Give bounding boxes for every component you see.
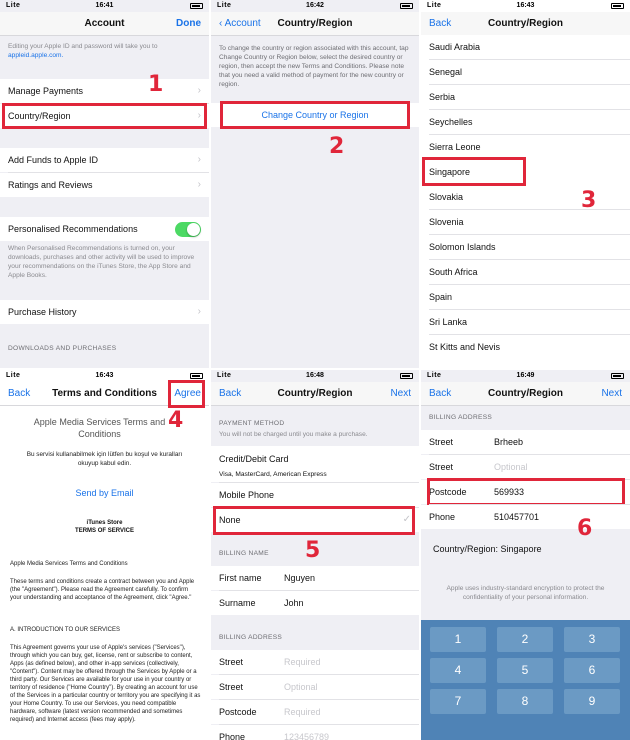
list-item[interactable]: Slovakia: [421, 185, 630, 209]
mobile-phone-option[interactable]: Mobile Phone: [211, 483, 419, 507]
key-8[interactable]: 8: [497, 689, 553, 714]
street-field[interactable]: Street Required: [211, 650, 419, 674]
terms-heading: Apple Media Services Terms and Conditions: [33, 417, 166, 439]
highlight-box: [213, 506, 415, 535]
page-title: Account: [84, 18, 125, 29]
chevron-right-icon: ›: [197, 154, 201, 165]
manage-payments-row[interactable]: Manage Payments ›: [0, 79, 209, 103]
none-option[interactable]: None ✓: [211, 508, 419, 532]
phone-field[interactable]: Phone 123456789: [211, 725, 419, 740]
back-button[interactable]: Back: [219, 388, 242, 399]
step-number: 2: [329, 134, 345, 159]
nav-bar: [421, 382, 630, 406]
key-5[interactable]: 5: [497, 658, 553, 683]
battery-icon: [400, 3, 413, 9]
step-number: 6: [577, 516, 593, 541]
credit-card-option[interactable]: Credit/Debit Card Visa, MasterCard, American Express: [211, 446, 419, 482]
panel-account: Lite 16:41 Account Done Editing your Apple ID and password will take you to appleid.apple.com. Manage Payments › Country/Region › 1 Add Funds to Apple ID › Ratings and Reviews › Personalised Recommendations When Personalised Recommendations is turned on, your downloads, purchases and other activity will be used to improve your recommendations on the iTunes Store, the App Store and Apple Books. Purchase History › DOWNLOADS AND PURCHASES: [0, 0, 209, 368]
list-item[interactable]: Sierra Leone: [421, 135, 630, 159]
chevron-right-icon: ›: [197, 85, 201, 96]
list-item[interactable]: Serbia: [421, 85, 630, 109]
page-title: Country/Region: [488, 388, 563, 399]
list-item[interactable]: South Africa: [421, 260, 630, 284]
highlight-box: [168, 380, 205, 408]
change-country-button[interactable]: Change Country or Region: [211, 103, 419, 127]
battery-icon: [400, 373, 413, 379]
highlight-box: [422, 157, 526, 186]
list-item[interactable]: Saudi Arabia: [421, 35, 630, 59]
back-button[interactable]: Back: [429, 388, 452, 399]
nav-bar: [211, 382, 419, 406]
personalised-row: Personalised Recommendations: [0, 217, 209, 241]
chevron-right-icon: ›: [197, 110, 201, 121]
status-bar: Lite 16:43: [421, 0, 630, 12]
first-name-field[interactable]: First name Nguyen: [211, 566, 419, 590]
panel-country-list: [421, 0, 630, 368]
key-9[interactable]: 9: [564, 689, 620, 714]
panel-terms: Lite 16:43 Back Terms and Conditions Agree 4 Apple Media Services Terms and Conditions Bu servisi kullanabilmek için lütfen bu koşul ve kuralları okuyup kabul edin. Send by Email iTunes Store TERMS OF SERVICE Apple Media Services Terms and Conditions These terms and conditions create a contract between you and Apple (the "Agreement"). Please read the Agreement carefully. To confirm your understanding and acceptance of the Agreement, click "Agree." A. INTRODUCTION TO OUR SERVICES This Agreement governs your use of Apple's services ("Services"), through which you can buy, get, license, rent or subscribe to content, Apps (as defined below), and other in-app services (collectively, "Content"). Content may be offered through the Services by Apple or a third party. Our Services are available for your use in your country or territory of residence ("Home Country"). By creating an account for use of the Services in a particular country or territory you are specifying it as your Home Country. To use our Services, you need compatible hardware, software (latest version recommended and sometimes required) and Internet access (fees may apply).: [0, 370, 209, 740]
nav-bar: [0, 12, 209, 36]
done-button[interactable]: Done: [176, 18, 201, 29]
key-6[interactable]: 6: [564, 658, 620, 683]
list-item[interactable]: Slovenia: [421, 210, 630, 234]
street-field[interactable]: Street Brheeb: [421, 430, 630, 454]
highlight-box: [220, 101, 410, 129]
key-4[interactable]: 4: [430, 658, 486, 683]
battery-icon: [190, 3, 203, 9]
highlight-box: [2, 103, 207, 129]
battery-icon: [611, 373, 624, 379]
purchase-history-row[interactable]: Purchase History ›: [0, 300, 209, 324]
send-email-button[interactable]: Send by Email: [75, 488, 134, 498]
checkmark-icon: ✓: [402, 514, 411, 525]
page-title: Terms and Conditions: [52, 388, 157, 399]
postcode-field[interactable]: Postcode Required: [211, 700, 419, 724]
status-bar: Lite 16:43: [0, 370, 209, 382]
page-title: Country/Region: [277, 388, 353, 399]
surname-field[interactable]: Surname John: [211, 591, 419, 615]
agree-button[interactable]: Agree: [174, 388, 201, 399]
nav-bar: [421, 12, 630, 36]
status-bar: Lite 16:42: [211, 0, 419, 12]
next-button[interactable]: Next: [390, 388, 411, 399]
list-item[interactable]: Seychelles: [421, 110, 630, 134]
list-item[interactable]: Sri Lanka: [421, 310, 630, 334]
key-3[interactable]: 3: [564, 627, 620, 652]
chevron-right-icon: ›: [197, 306, 201, 317]
highlight-box: [427, 478, 625, 506]
list-item[interactable]: Senegal: [421, 60, 630, 84]
step-number: 3: [581, 188, 597, 213]
ratings-row[interactable]: Ratings and Reviews ›: [0, 173, 209, 197]
nav-bar: [211, 12, 419, 36]
step-number: 1: [148, 72, 164, 97]
list-item[interactable]: St Kitts and Nevis: [421, 335, 630, 359]
appleid-link[interactable]: appleid.apple.com.: [8, 52, 64, 59]
phone-field[interactable]: Phone 510457701: [421, 505, 630, 529]
panel-payment: Lite 16:48 Back Country/Region Next PAYMENT METHOD You will not be charged until you make a purchase. Credit/Debit Card Visa, MasterCard, American Express Mobile Phone None ✓ 5 BILLING NAME First name Nguyen Surname John BILLING ADDRESS Street Required Street Optional Postcode Required Phone 123456789: [211, 370, 419, 740]
country-region-line: Country/Region: Singapore: [433, 544, 542, 554]
page-title: Country/Region: [277, 18, 353, 29]
list-item[interactable]: Solomon Islands: [421, 235, 630, 259]
step-number: 4: [168, 408, 184, 433]
battery-icon: [611, 3, 624, 9]
back-button[interactable]: ‹ Account: [219, 18, 261, 29]
chevron-right-icon: ›: [197, 179, 201, 190]
panel-billing: Lite 16:49 Back Country/Region Next BILLING ADDRESS Street Brheeb Street Optional Postcode 569933 Phone 510457701 6 Country/Region: Singapore Apple uses industry-standard encryption to protect the confidentiality of your personal information. 1 2 3 4 5 6 7 8 9: [421, 370, 630, 740]
chevron-left-icon: ‹: [219, 18, 225, 29]
country-region-row[interactable]: Country/Region ›: [0, 104, 209, 128]
key-7[interactable]: 7: [430, 689, 486, 714]
add-funds-row[interactable]: Add Funds to Apple ID ›: [0, 148, 209, 172]
page-title: Country/Region: [488, 18, 563, 29]
personalised-toggle[interactable]: [175, 222, 201, 237]
back-button[interactable]: Back: [429, 18, 452, 29]
key-1[interactable]: 1: [430, 627, 486, 652]
number-keypad: [421, 620, 630, 740]
key-2[interactable]: 2: [497, 627, 553, 652]
status-bar: Lite 16:49: [421, 370, 630, 382]
panel-country-region: Lite 16:42 ‹ Account Country/Region To change the country or region associated with this account, tap Change Country or Region below, select the desired country or region, then accept the new Terms and Conditions. Please note that you need a valid method of payment for the new country or region. Change Country or Region 2: [211, 0, 419, 368]
street2-field[interactable]: Street Optional: [421, 455, 630, 479]
list-item[interactable]: Singapore: [421, 160, 630, 184]
street2-field[interactable]: Street Optional: [211, 675, 419, 699]
back-button[interactable]: Back: [8, 388, 31, 399]
list-item[interactable]: Spain: [421, 285, 630, 309]
step-number: 5: [305, 538, 321, 563]
status-bar: Lite 16:48: [211, 370, 419, 382]
status-bar: Lite 16:41: [0, 0, 209, 12]
battery-icon: [190, 373, 203, 379]
postcode-field[interactable]: Postcode 569933: [421, 480, 630, 504]
next-button[interactable]: Next: [601, 388, 622, 399]
